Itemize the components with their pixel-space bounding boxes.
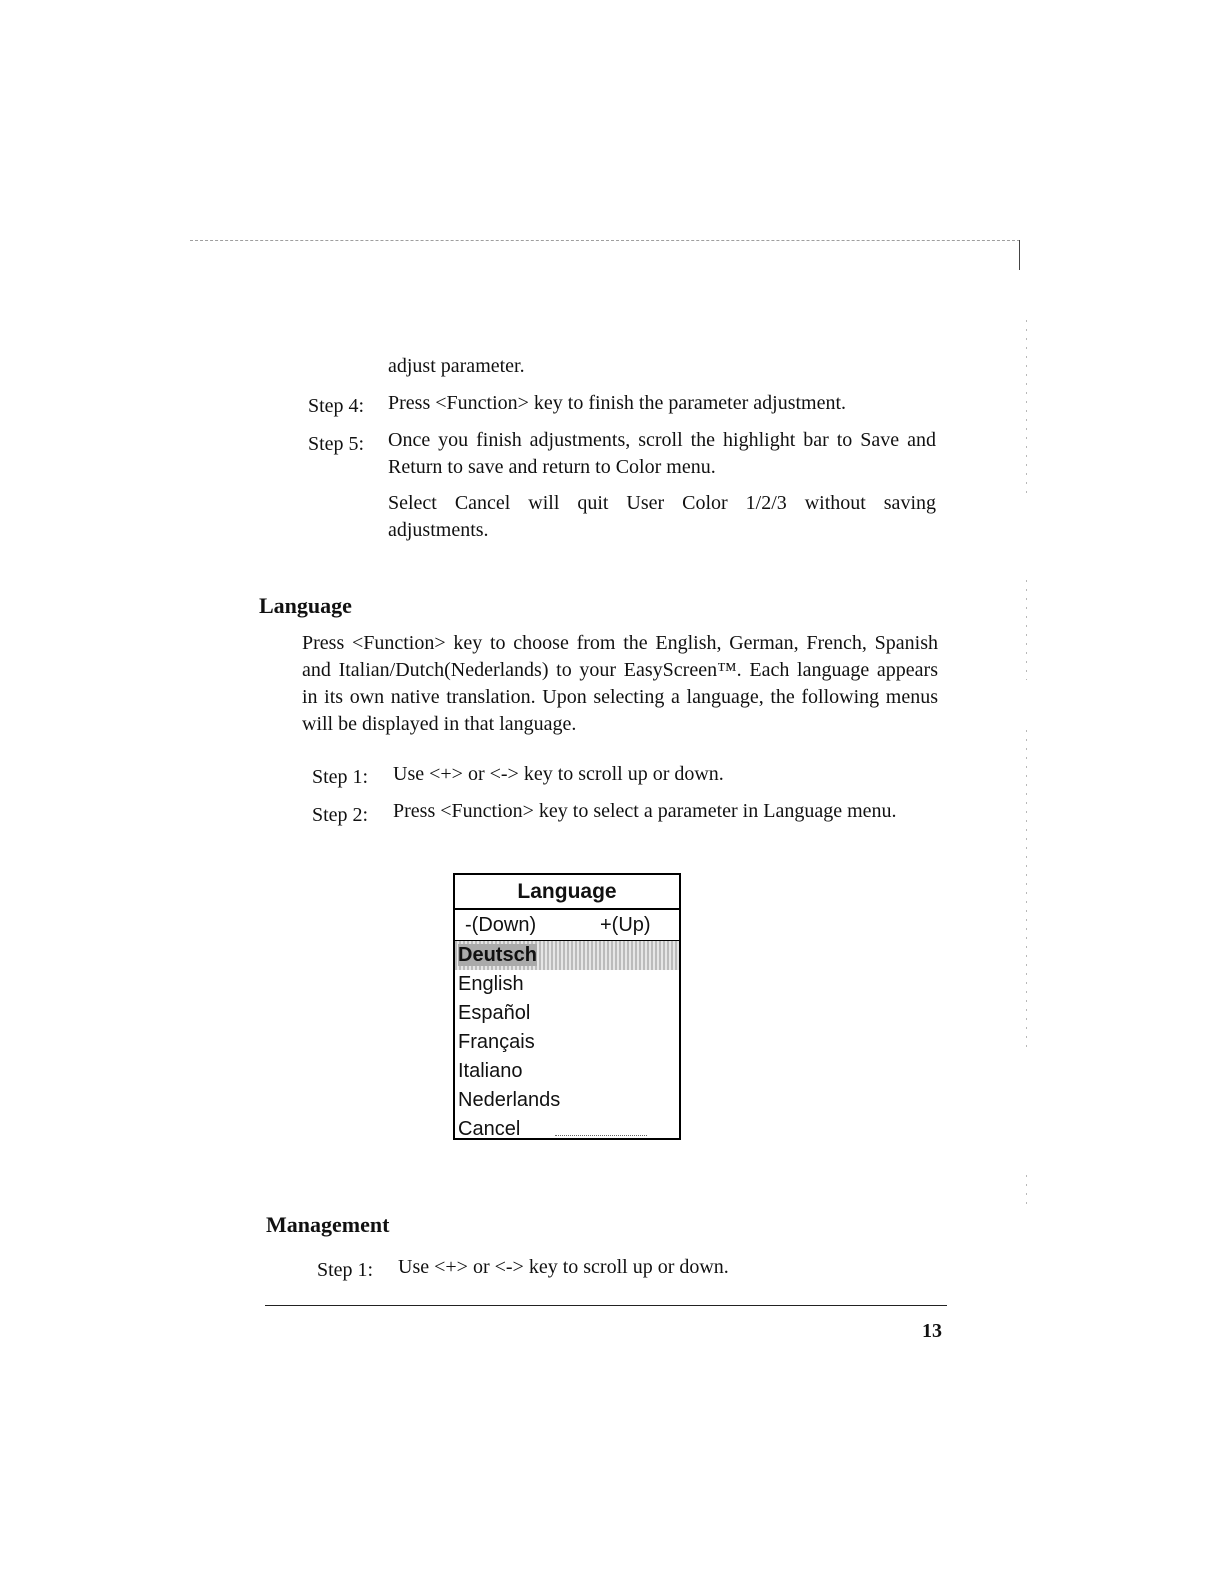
osd-menu-title: Language xyxy=(455,875,679,910)
osd-item-francais[interactable]: Français xyxy=(458,1031,535,1053)
osd-item-italiano[interactable]: Italiano xyxy=(458,1060,523,1082)
osd-item-deutsch[interactable] xyxy=(455,941,679,970)
margin-scan-dots xyxy=(1026,580,1027,680)
step-4-text: Press <Function> key to finish the parameter adjustment. xyxy=(388,392,847,414)
top-scan-rule xyxy=(190,240,1020,241)
osd-item-nederlands[interactable]: Nederlands xyxy=(458,1089,561,1111)
language-step-2-text: Press <Function> key to select a parameter in Language menu. xyxy=(393,800,897,822)
management-heading: Management xyxy=(266,1212,390,1237)
osd-item-label: Deutsch xyxy=(458,944,537,966)
management-step-1-label: Step 1: xyxy=(317,1259,374,1281)
osd-item-espanol[interactable]: Español xyxy=(458,1002,531,1024)
language-body: Press <Function> key to choose from the English, German, French, Spanish and Italian/Dutch(Nederlands) to your EasyScreen™. Each language appears in its own native translation. Upon selecting a language, the following menus will be displayed in that language. xyxy=(302,632,938,735)
management-step-1-text: Use <+> or <-> key to scroll up or down. xyxy=(398,1256,729,1278)
osd-down-hint: -(Down) xyxy=(465,913,537,936)
step-4-label: Step 4: xyxy=(308,395,365,417)
page-number: 13 xyxy=(922,1320,942,1342)
cancel-note: Select Cancel will quit User Color 1/2/3 without saving adjustments. xyxy=(388,492,936,541)
step-5-text: Once you finish adjustments, scroll the highlight bar to Save and Return to save and return to Color menu. xyxy=(388,429,936,478)
step-5-label: Step 5: xyxy=(308,433,365,455)
osd-item-label: Cancel xyxy=(458,1118,521,1140)
margin-scan-dots xyxy=(1026,320,1027,500)
margin-scan-dots xyxy=(1026,730,1027,1050)
continuation-text: adjust parameter. xyxy=(388,355,525,377)
cancel-dotted-line xyxy=(555,1135,647,1136)
language-step-1-label: Step 1: xyxy=(312,766,369,788)
osd-navigation-hint xyxy=(455,910,679,941)
osd-item-english[interactable]: English xyxy=(458,973,524,995)
osd-item-cancel[interactable] xyxy=(455,1115,679,1144)
language-osd-menu xyxy=(453,873,681,1140)
language-heading: Language xyxy=(259,593,352,618)
top-corner-mark xyxy=(1019,240,1020,270)
osd-up-hint: +(Up) xyxy=(600,913,651,936)
footer-rule xyxy=(265,1305,947,1306)
margin-scan-dots xyxy=(1026,1175,1027,1205)
language-step-1-text: Use <+> or <-> key to scroll up or down. xyxy=(393,763,724,785)
language-step-2-label: Step 2: xyxy=(312,804,369,826)
